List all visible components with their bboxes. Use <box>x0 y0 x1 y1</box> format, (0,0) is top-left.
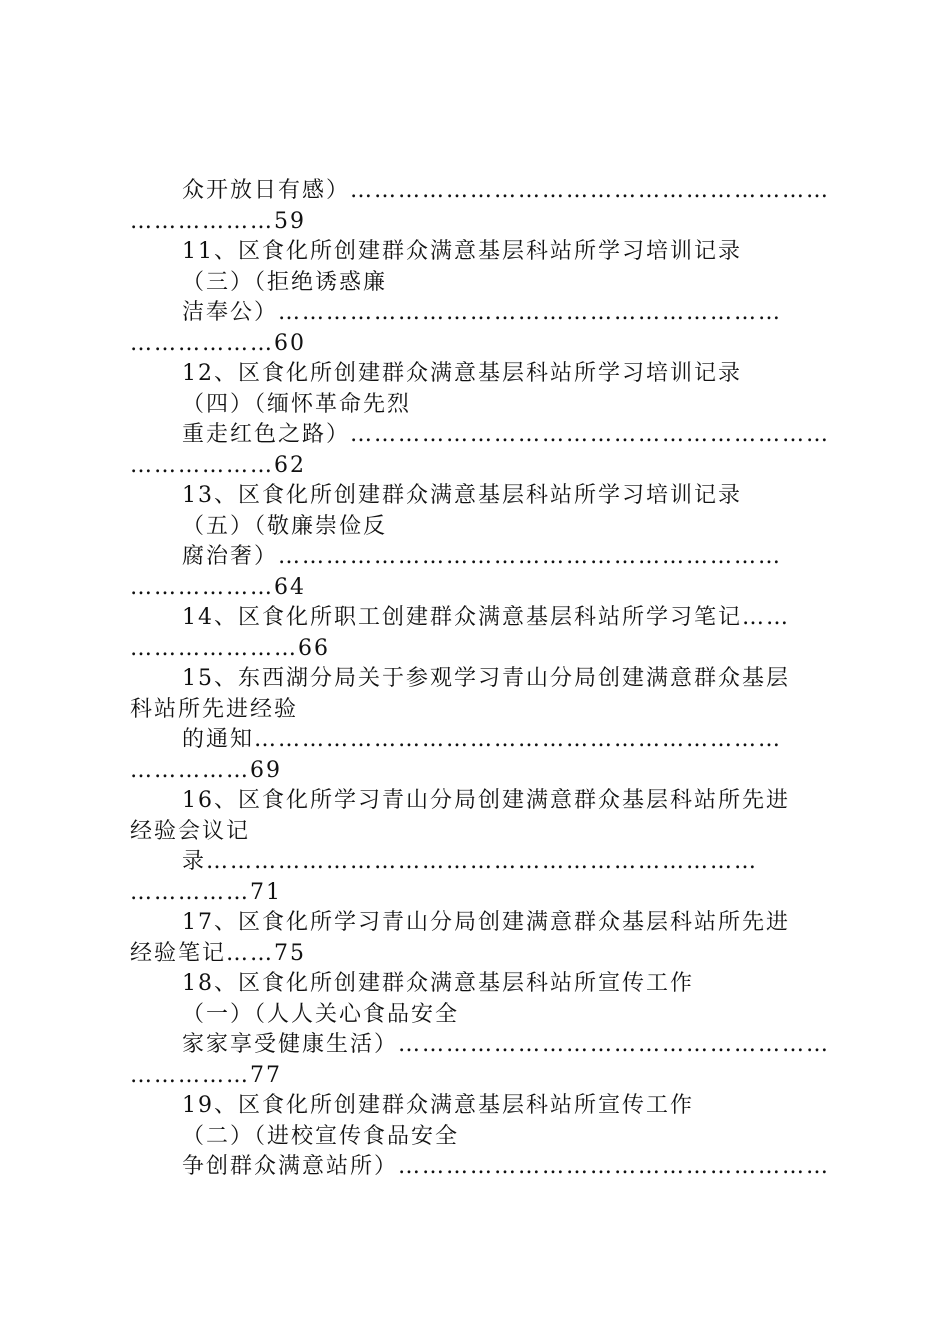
toc-line: 争创群众满意站所）……………………………………………… <box>182 1154 830 1179</box>
toc-line: 14、区食化所职工创建群众满意基层科站所学习笔记…… <box>182 605 790 630</box>
toc-line: 17、区食化所学习青山分局创建满意群众基层科站所先进 <box>182 910 790 935</box>
toc-line: 19、区食化所创建群众满意基层科站所宣传工作 <box>182 1093 694 1118</box>
toc-line: 经验会议记 <box>130 818 251 844</box>
toc-line: 12、区食化所创建群众满意基层科站所学习培训记录 <box>182 361 742 386</box>
toc-line: ……………77 <box>130 1062 282 1088</box>
toc-line: ………………60 <box>130 330 306 356</box>
table-of-contents <box>130 176 830 1183</box>
toc-line: ……………71 <box>130 879 282 905</box>
toc-line: 众开放日有感）…………………………………………………… <box>182 178 830 203</box>
toc-line: 重走红色之路）…………………………………………………… <box>182 422 830 447</box>
toc-line: 家家享受健康生活）……………………………………………… <box>182 1032 830 1057</box>
toc-line: 16、区食化所学习青山分局创建满意群众基层科站所先进 <box>182 788 790 813</box>
toc-line: …………………66 <box>130 635 330 661</box>
toc-line: 18、区食化所创建群众满意基层科站所宣传工作 <box>182 971 694 996</box>
toc-line: 13、区食化所创建群众满意基层科站所学习培训记录 <box>182 483 742 508</box>
toc-line: 科站所先进经验 <box>130 696 299 722</box>
toc-line: 腐治奢）……………………………………………………… <box>182 544 783 569</box>
toc-line: ……………69 <box>130 757 282 783</box>
toc-line: （五）（敬廉崇俭反 <box>182 513 388 539</box>
toc-line: （三）（拒绝诱惑廉 <box>182 269 388 295</box>
toc-line: 11、区食化所创建群众满意基层科站所学习培训记录 <box>182 239 742 264</box>
toc-line: 洁奉公）……………………………………………………… <box>182 300 783 325</box>
toc-line: ………………62 <box>130 452 306 478</box>
toc-line: 录…………………………………………………………… <box>182 849 759 874</box>
toc-line: 经验笔记……75 <box>130 940 306 966</box>
toc-line: ………………59 <box>130 208 306 234</box>
toc-line: 15、东西湖分局关于参观学习青山分局创建满意群众基层 <box>182 666 790 691</box>
toc-line: （二）（进校宣传食品安全 <box>182 1123 460 1149</box>
toc-line: 的通知………………………………………………………… <box>182 727 783 752</box>
toc-line: ………………64 <box>130 574 306 600</box>
toc-line: （四）（缅怀革命先烈 <box>182 391 412 417</box>
toc-line: （一）（人人关心食品安全 <box>182 1001 460 1027</box>
